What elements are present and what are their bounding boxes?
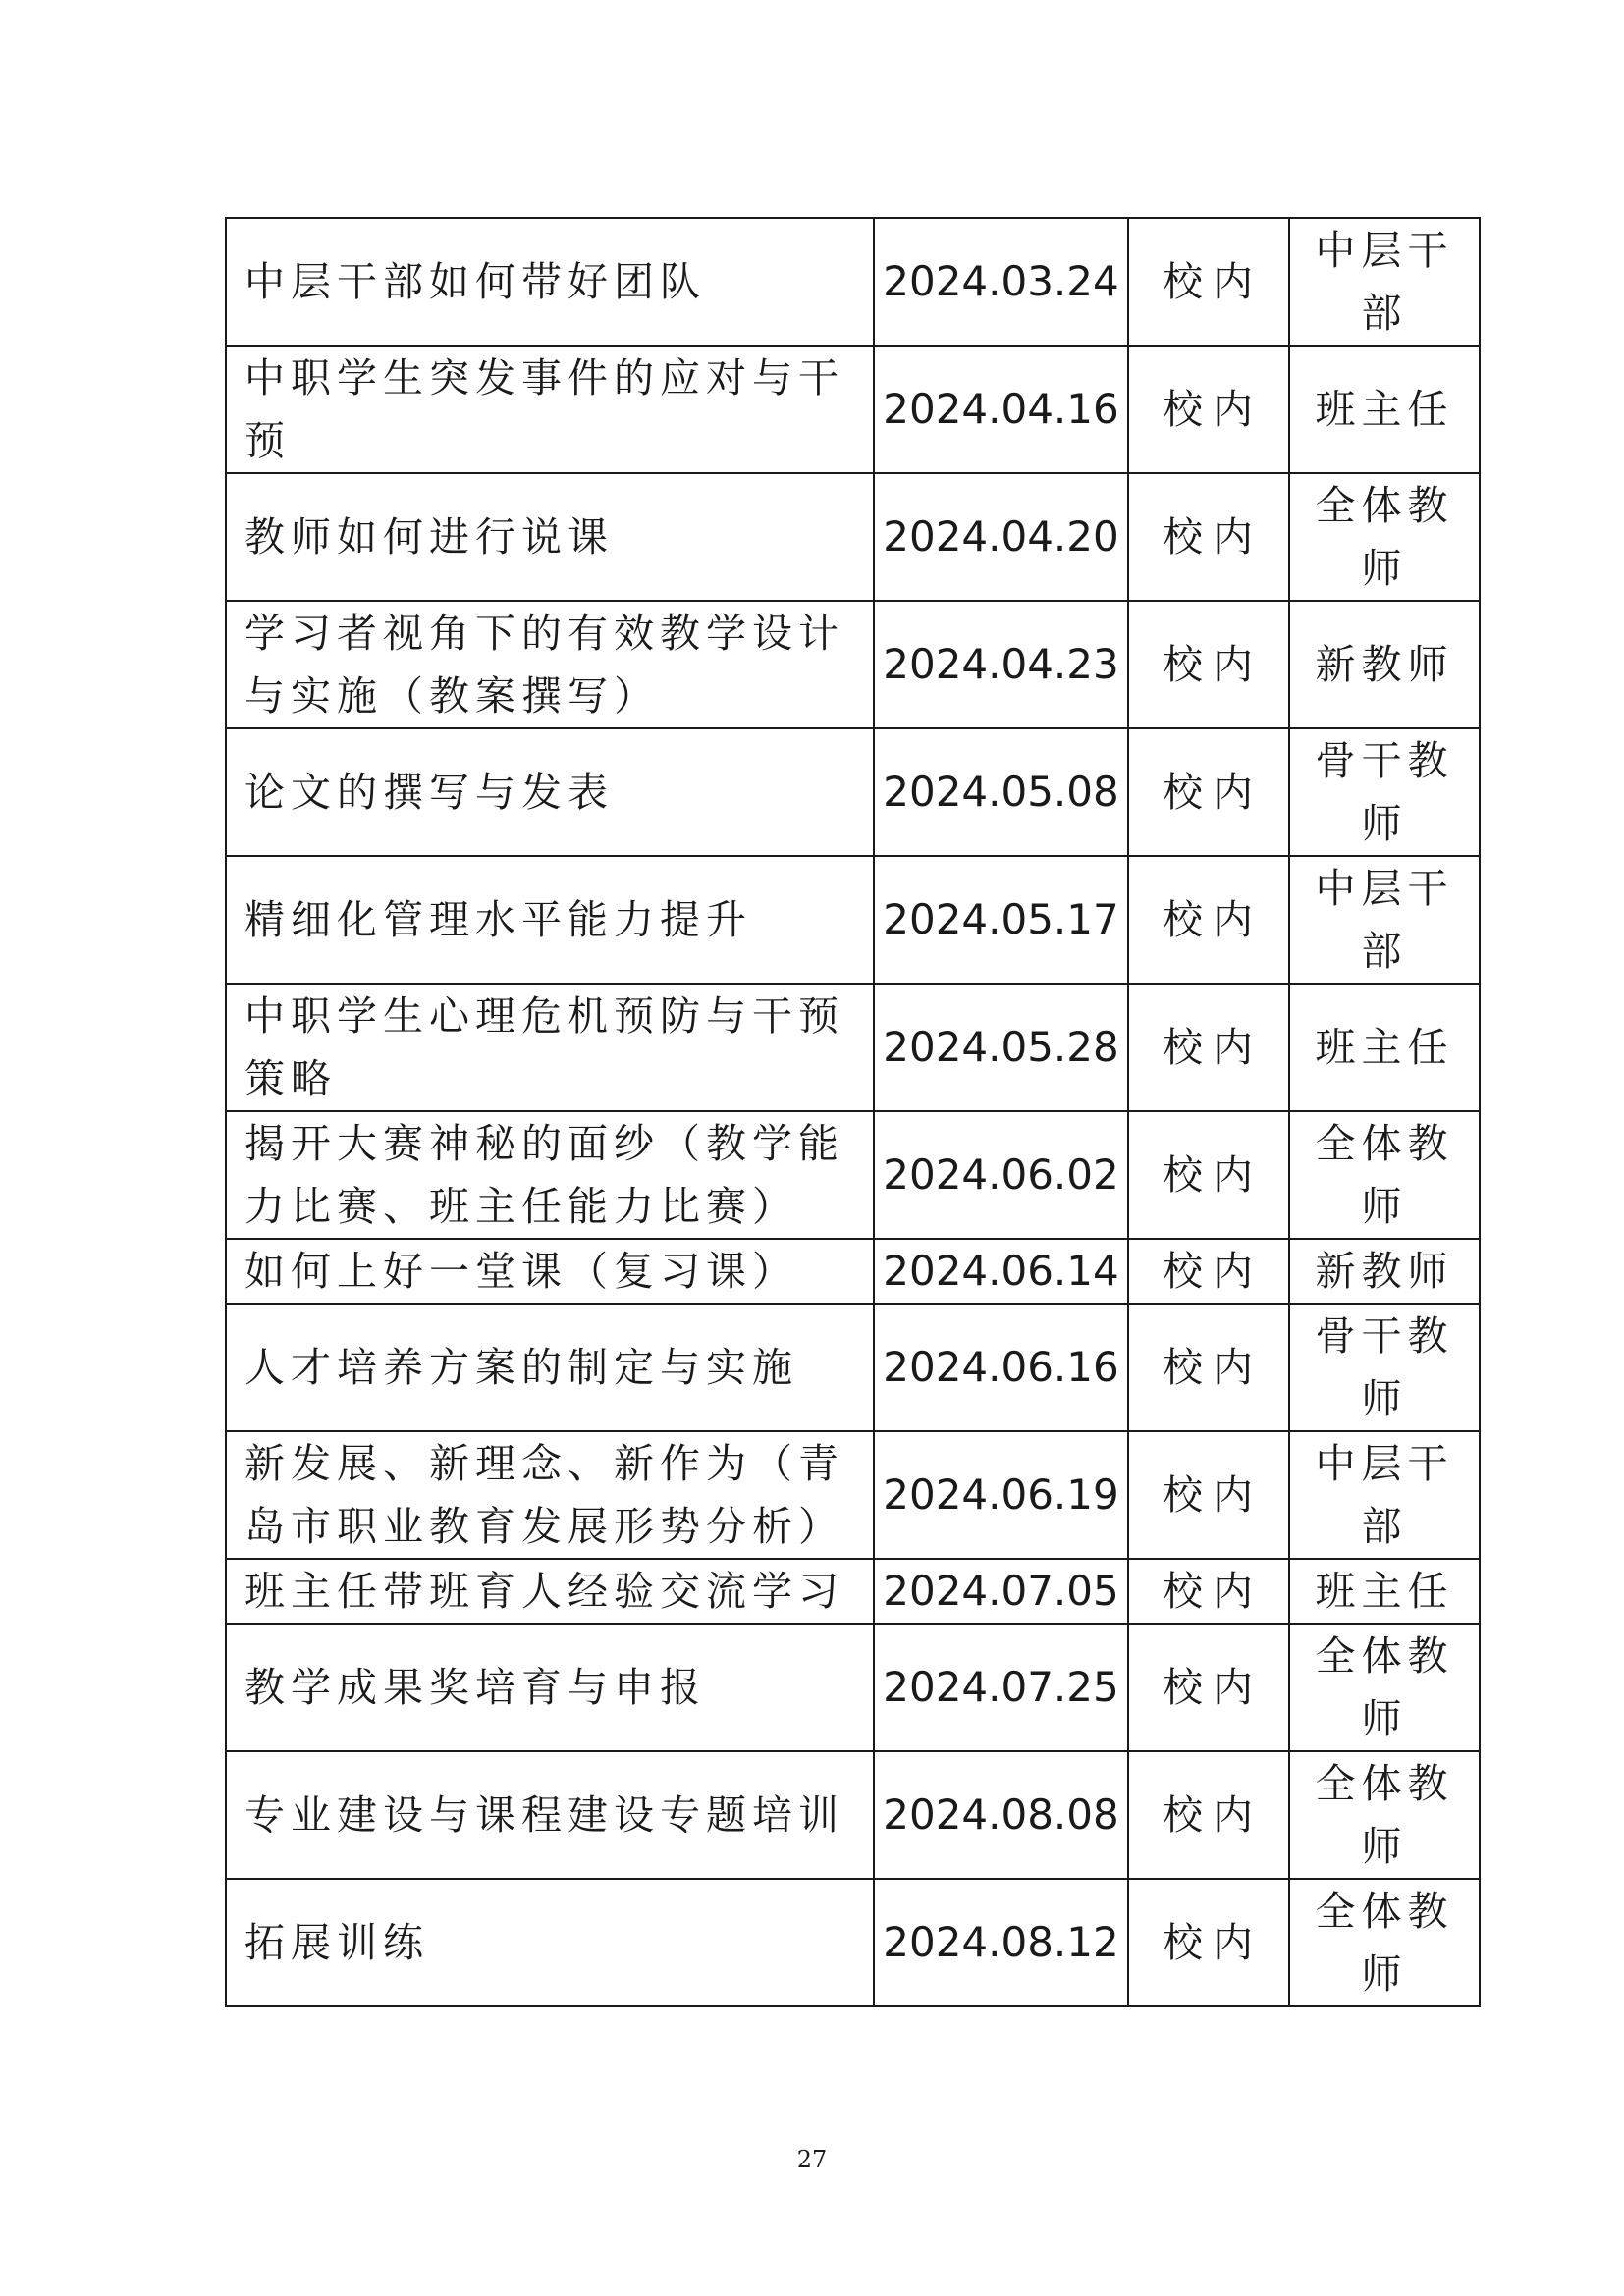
training-location-cell: 校内 — [1128, 1624, 1289, 1751]
table-row — [226, 1431, 1480, 1559]
table-row — [226, 1304, 1480, 1431]
training-location-cell: 校内 — [1128, 473, 1289, 601]
training-topic-cell: 论文的撰写与发表 — [226, 728, 874, 856]
training-audience-cell: 全体教师 — [1289, 1879, 1480, 2006]
training-topic-cell: 班主任带班育人经验交流学习 — [226, 1559, 874, 1624]
training-schedule-table — [225, 217, 1481, 2007]
training-audience-cell: 中层干部 — [1289, 856, 1480, 984]
training-date-cell: 2024.06.19 — [874, 1431, 1128, 1559]
training-topic-cell: 教师如何进行说课 — [226, 473, 874, 601]
training-date-cell: 2024.03.24 — [874, 218, 1128, 346]
training-topic-cell: 专业建设与课程建设专题培训 — [226, 1751, 874, 1879]
training-date-cell: 2024.07.25 — [874, 1624, 1128, 1751]
training-audience-cell: 班主任 — [1289, 346, 1480, 473]
training-date-cell: 2024.05.28 — [874, 984, 1128, 1111]
table-row — [226, 728, 1480, 856]
table-row — [226, 1239, 1480, 1304]
training-topic-cell: 中职学生突发事件的应对与干预 — [226, 346, 874, 473]
training-date-cell: 2024.06.14 — [874, 1239, 1128, 1304]
table-row — [226, 346, 1480, 473]
training-location-cell: 校内 — [1128, 856, 1289, 984]
training-topic-cell: 如何上好一堂课（复习课） — [226, 1239, 874, 1304]
training-date-cell: 2024.07.05 — [874, 1559, 1128, 1624]
training-topic-cell: 中职学生心理危机预防与干预策略 — [226, 984, 874, 1111]
training-location-cell: 校内 — [1128, 1111, 1289, 1239]
training-audience-cell: 骨干教师 — [1289, 1304, 1480, 1431]
training-date-cell: 2024.08.08 — [874, 1751, 1128, 1879]
training-location-cell: 校内 — [1128, 346, 1289, 473]
training-topic-cell: 新发展、新理念、新作为（青岛市职业教育发展形势分析） — [226, 1431, 874, 1559]
training-topic-cell: 揭开大赛神秘的面纱（教学能力比赛、班主任能力比赛） — [226, 1111, 874, 1239]
training-location-cell: 校内 — [1128, 1239, 1289, 1304]
table-body — [226, 218, 1480, 2006]
training-audience-cell: 班主任 — [1289, 1559, 1480, 1624]
training-topic-cell: 中层干部如何带好团队 — [226, 218, 874, 346]
training-date-cell: 2024.04.23 — [874, 601, 1128, 728]
training-audience-cell: 中层干部 — [1289, 218, 1480, 346]
training-location-cell: 校内 — [1128, 984, 1289, 1111]
training-location-cell: 校内 — [1128, 1559, 1289, 1624]
training-topic-cell: 学习者视角下的有效教学设计与实施（教案撰写） — [226, 601, 874, 728]
training-topic-cell: 人才培养方案的制定与实施 — [226, 1304, 874, 1431]
table-row — [226, 1879, 1480, 2006]
training-date-cell: 2024.04.16 — [874, 346, 1128, 473]
training-date-cell: 2024.06.02 — [874, 1111, 1128, 1239]
table-row — [226, 1559, 1480, 1624]
table-row — [226, 1624, 1480, 1751]
table-row — [226, 856, 1480, 984]
training-topic-cell: 教学成果奖培育与申报 — [226, 1624, 874, 1751]
training-audience-cell: 全体教师 — [1289, 1624, 1480, 1751]
training-location-cell: 校内 — [1128, 601, 1289, 728]
training-date-cell: 2024.05.08 — [874, 728, 1128, 856]
training-location-cell: 校内 — [1128, 1751, 1289, 1879]
table-row — [226, 218, 1480, 346]
training-audience-cell: 中层干部 — [1289, 1431, 1480, 1559]
training-topic-cell: 拓展训练 — [226, 1879, 874, 2006]
training-audience-cell: 班主任 — [1289, 984, 1480, 1111]
table-row — [226, 473, 1480, 601]
training-audience-cell: 全体教师 — [1289, 1111, 1480, 1239]
training-audience-cell: 全体教师 — [1289, 1751, 1480, 1879]
training-audience-cell: 新教师 — [1289, 1239, 1480, 1304]
training-date-cell: 2024.04.20 — [874, 473, 1128, 601]
training-topic-cell: 精细化管理水平能力提升 — [226, 856, 874, 984]
table-row — [226, 1111, 1480, 1239]
table-row — [226, 984, 1480, 1111]
page-number: 27 — [796, 2146, 828, 2173]
training-date-cell: 2024.06.16 — [874, 1304, 1128, 1431]
training-audience-cell: 骨干教师 — [1289, 728, 1480, 856]
training-date-cell: 2024.05.17 — [874, 856, 1128, 984]
training-audience-cell: 全体教师 — [1289, 473, 1480, 601]
table-row — [226, 601, 1480, 728]
training-location-cell: 校内 — [1128, 1431, 1289, 1559]
training-location-cell: 校内 — [1128, 1304, 1289, 1431]
table-row — [226, 1751, 1480, 1879]
training-location-cell: 校内 — [1128, 1879, 1289, 2006]
training-location-cell: 校内 — [1128, 218, 1289, 346]
training-date-cell: 2024.08.12 — [874, 1879, 1128, 2006]
training-audience-cell: 新教师 — [1289, 601, 1480, 728]
training-location-cell: 校内 — [1128, 728, 1289, 856]
